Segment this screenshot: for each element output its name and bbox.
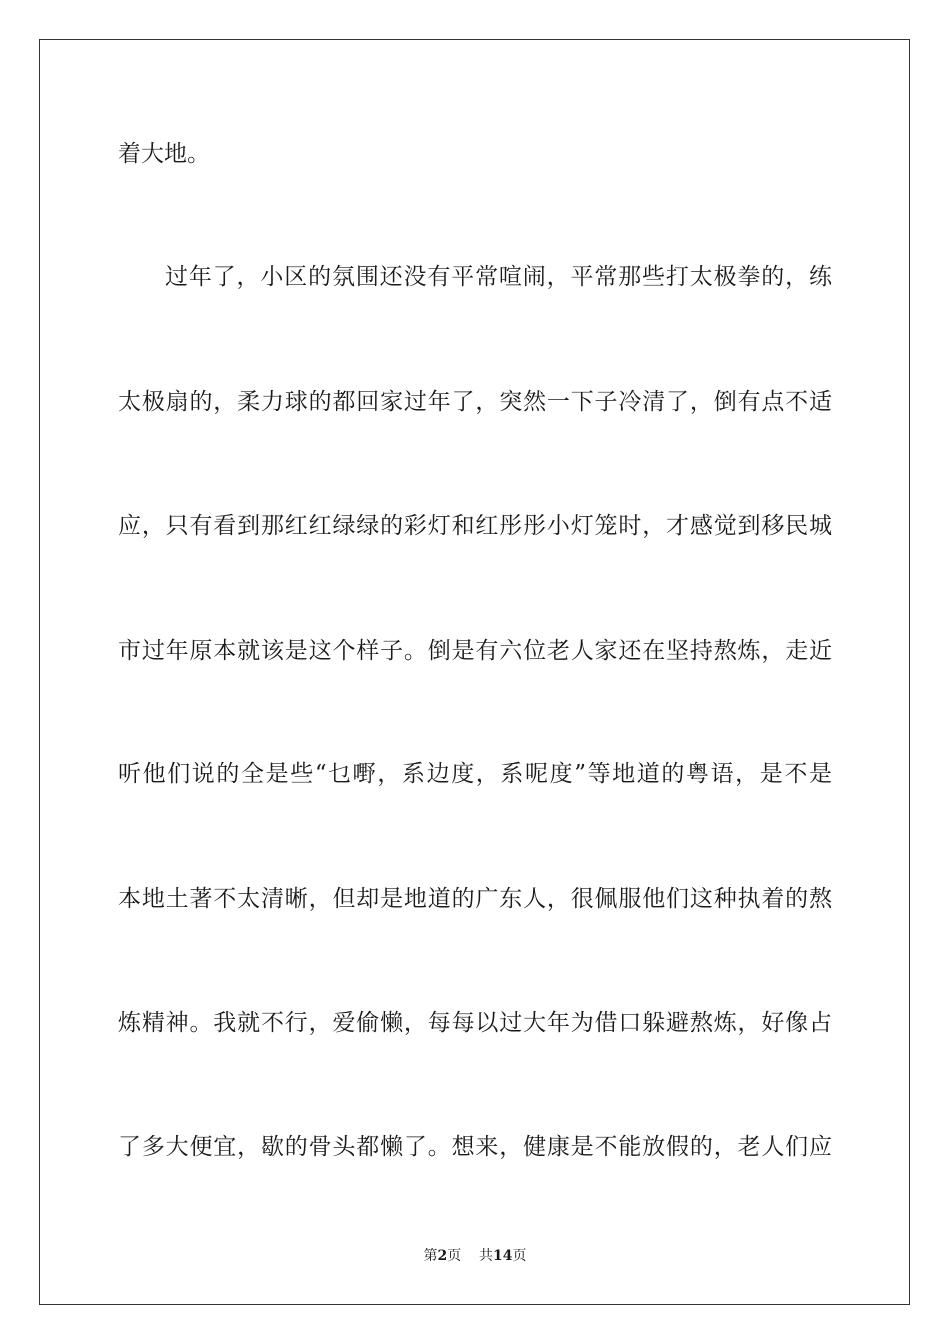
page-suffix: 页 [447,1248,462,1264]
page-footer [0,1247,950,1265]
total-pages: 14 [493,1248,513,1264]
text-line-2: 过年了，小区的氛围还没有平常喧闹，平常那些打太极拳的，练 [165,264,832,290]
text-line-8: 炼精神。我就不行，爱偷懒，每每以过大年为借口躲避熬炼，好像占 [118,1010,832,1036]
text-line-5: 市过年原本就该是这个样子。倒是有六位老人家还在坚持熬炼，走近 [118,638,832,664]
text-line-3: 太极扇的，柔力球的都回家过年了，突然一下子冷清了，倒有点不适 [118,389,832,415]
text-line-1: 着大地。 [118,141,210,167]
page-number: 2 [437,1248,448,1264]
text-line-9: 了多大便宜，歇的骨头都懒了。想来，健康是不能放假的，老人们应 [118,1134,832,1160]
page-border [39,39,910,1305]
text-line-4: 应，只有看到那红红绿绿的彩灯和红彤彤小灯笼时，才感觉到移民城 [118,513,832,539]
total-prefix: 共 [479,1248,494,1264]
total-suffix: 页 [512,1248,527,1264]
text-line-7: 本地土著不太清晰，但却是地道的广东人，很佩服他们这种执着的熬 [118,886,832,912]
text-line-6: 听他们说的全是些“乜嘢，系边度，系呢度”等地道的粤语，是不是 [118,761,832,787]
page-prefix: 第 [423,1248,438,1264]
